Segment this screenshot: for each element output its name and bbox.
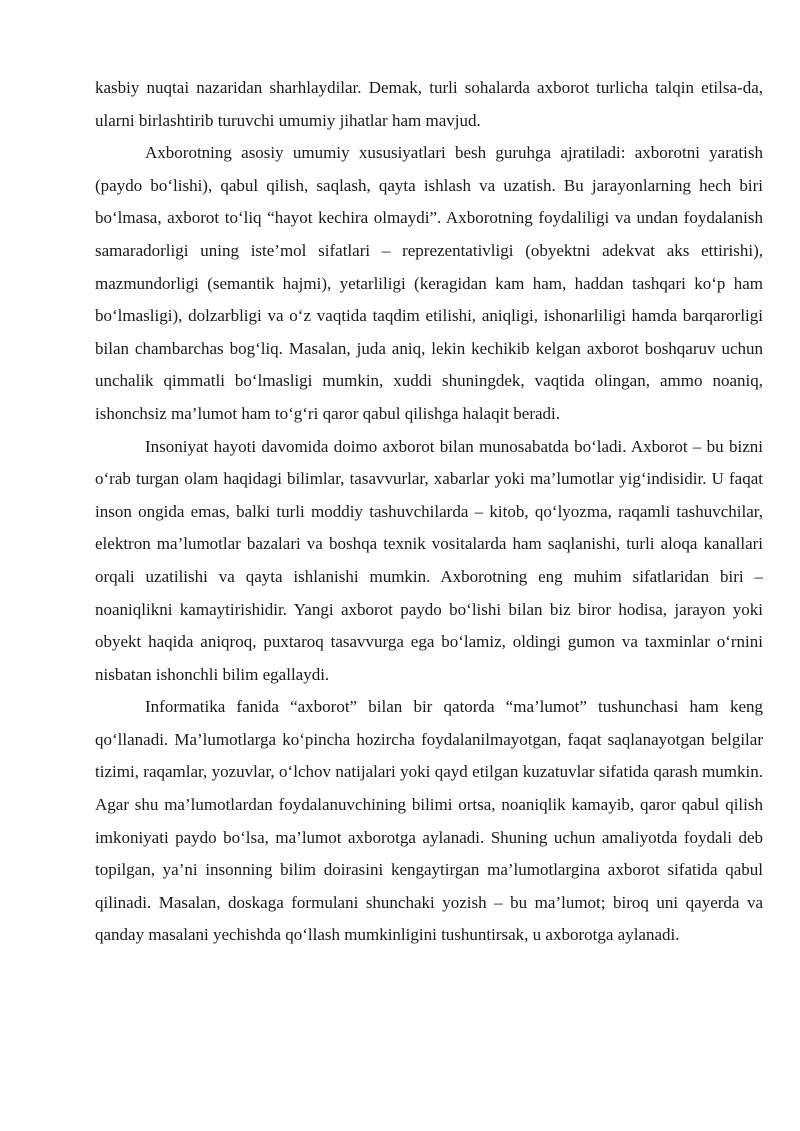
paragraph-informatics: Informatika fanida “axborot” bilan bir qatorda “ma’lumot” tushunchasi ham keng qo‘llanadi. Ma’lumotlarga ko‘pincha hozircha foydalanilmayotgan, faqat saqlanayotgan belgilar tizimi, raqamlar, yozuvlar, o‘lchov natijalari yoki qayd etilgan kuzatuvlar sifatida qarash mumkin. Agar shu ma’lumotlardan foydalanuvchining bilimi ortsa, noaniqlik kamayib, qaror qabul qilish imkoniyati paydo bo‘lsa, ma’lumot axborotga aylanadi. Shuning uchun amaliyotda foydali deb topilgan, ya’ni insonning bilim doirasini kengaytirgan ma’lumotlargina axborot sifatida qabul qilinadi. Masalan, doskaga formulani shunchaki yozish – bu ma’lumot; biroq uni qayerda va qanday masalani yechishda qo‘llash mumkinligini tushuntirsak, u axborotga aylanadi.	[95, 697, 763, 945]
paragraph-continuation: kasbiy nuqtai nazaridan sharhlaydilar. Demak, turli sohalarda axborot turlicha talqin etilsa-da, ularni birlashtirib turuvchi umumiy jihatlar ham mavjud.	[95, 78, 763, 130]
document-page	[95, 72, 763, 952]
paragraph-properties: Axborotning asosiy umumiy xususiyatlari besh guruhga ajratiladi: axborotni yaratish (paydo bo‘lishi), qabul qilish, saqlash, qayta ishlash va uzatish. Bu jarayonlarning hech biri bo‘lmasa, axborot to‘liq “hayot kechira olmaydi”. Axborotning foydaliligi va undan foydalanish samaradorligi uning iste’mol sifatlari – reprezentativligi (obyektni adekvat aks ettirishi), mazmundorligi (semantik hajmi), yetarliligi (keragidan kam ham, haddan tashqari ko‘p ham bo‘lmasligi), dolzarbligi va o‘z vaqtida taqdim etilishi, aniqligi, ishonarliligi hamda barqarorligi bilan chambarchas bog‘liq. Masalan, juda aniq, lekin kechikib kelgan axborot boshqaruv uchun unchalik qimmatli bo‘lmasligi mumkin, xuddi shuningdek, vaqtida olingan, ammo noaniq, ishonchsiz ma’lumot ham to‘g‘ri qaror qabul qilishga halaqit beradi.	[95, 143, 763, 423]
paragraph-human-life: Insoniyat hayoti davomida doimo axborot bilan munosabatda bo‘ladi. Axborot – bu bizni o‘rab turgan olam haqidagi bilimlar, tasavvurlar, xabarlar yoki ma’lumotlar yig‘indisidir. U faqat inson ongida emas, balki turli moddiy tashuvchilarda – kitob, qo‘lyozma, raqamli tashuvchilar, elektron ma’lumotlar bazalari va boshqa texnik vositalarda ham saqlanishi, turli aloqa kanallari orqali uzatilishi va qayta ishlanishi mumkin. Axborotning eng muhim sifatlaridan biri – noaniqlikni kamaytirishidir. Yangi axborot paydo bo‘lishi bilan biz biror hodisa, jarayon yoki obyekt haqida aniqroq, puxtaroq tasavvurga ega bo‘lamiz, oldingi gumon va taxminlar o‘rnini nisbatan ishonchli bilim egallaydi.	[95, 436, 763, 684]
